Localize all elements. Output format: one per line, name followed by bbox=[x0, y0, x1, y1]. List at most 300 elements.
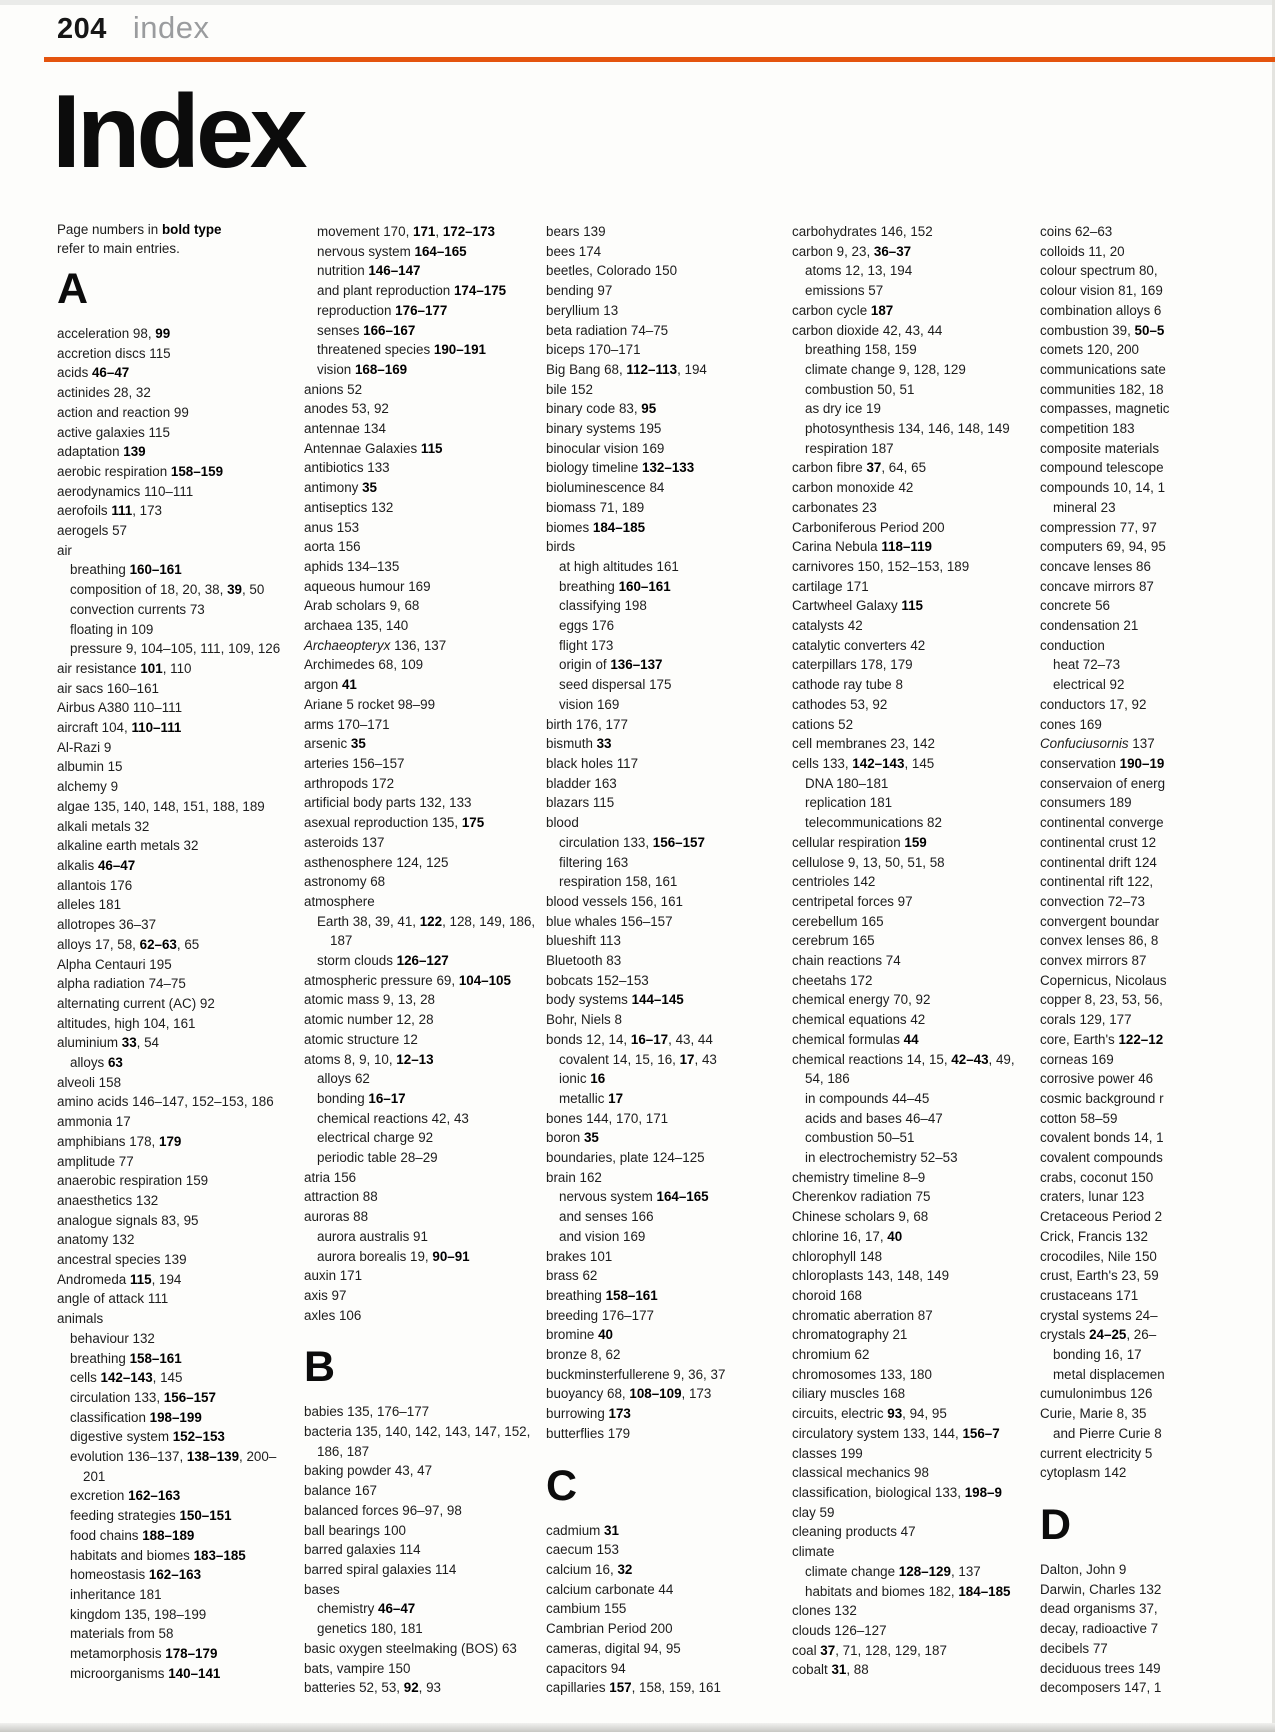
index-entry: crustaceans 171 bbox=[1040, 1287, 1139, 1303]
index-entry: seed dispersal 175 bbox=[559, 677, 672, 693]
index-entry: core, Earth's 122–12 bbox=[1040, 1031, 1164, 1047]
index-entry: black holes 117 bbox=[546, 755, 639, 771]
index-entry: corals 129, 177 bbox=[1040, 1012, 1132, 1028]
index-entry: habitats and biomes 182, 184–185 bbox=[805, 1583, 1011, 1599]
index-entry: circulation 133, 156–157 bbox=[70, 1389, 216, 1405]
index-entry: convergent boundar bbox=[1040, 913, 1160, 929]
index-entry: copper 8, 23, 53, 56, bbox=[1040, 992, 1163, 1008]
index-entry: aluminium 33, 54 bbox=[57, 1035, 159, 1051]
index-entry: buoyancy 68, 108–109, 173 bbox=[546, 1386, 712, 1402]
index-entry: compasses, magnetic bbox=[1040, 401, 1170, 417]
index-entry: at high altitudes 161 bbox=[559, 558, 679, 574]
index-entry: chromatic aberration 87 bbox=[792, 1307, 933, 1323]
index-entry: air sacs 160–161 bbox=[57, 680, 159, 696]
index-entry: cartilage 171 bbox=[792, 578, 869, 594]
index-entry: continental rift 122, bbox=[1040, 874, 1154, 890]
index-entry: covalent 14, 15, 16, 17, 43 bbox=[559, 1051, 717, 1067]
index-column-3 bbox=[546, 222, 782, 1698]
index-entry: breathing 160–161 bbox=[70, 562, 182, 578]
index-entry: classification 198–199 bbox=[70, 1409, 202, 1425]
index-entry: bases bbox=[304, 1581, 340, 1597]
index-entry: alpha radiation 74–75 bbox=[57, 976, 186, 992]
index-entry: cellular respiration 159 bbox=[792, 834, 927, 850]
index-entry: aerodynamics 110–111 bbox=[57, 483, 194, 499]
index-entry: convex lenses 86, 8 bbox=[1040, 933, 1159, 949]
index-entry: and Pierre Curie 8 bbox=[1053, 1425, 1162, 1441]
index-entry: antennae 134 bbox=[304, 421, 386, 437]
index-entry: brass 62 bbox=[546, 1268, 598, 1284]
index-entry: clay 59 bbox=[792, 1504, 835, 1520]
index-entry: heat 72–73 bbox=[1053, 657, 1121, 673]
index-entry: digestive system 152–153 bbox=[70, 1429, 225, 1445]
index-entry: alveoli 158 bbox=[57, 1074, 122, 1090]
index-entry: cumulonimbus 126 bbox=[1040, 1386, 1153, 1402]
index-entry: Carina Nebula 118–119 bbox=[792, 539, 932, 555]
index-entry: angle of attack 111 bbox=[57, 1291, 169, 1307]
index-entry: bile 152 bbox=[546, 381, 593, 397]
index-entry: chromosomes 133, 180 bbox=[792, 1366, 932, 1382]
index-entry: catalytic converters 42 bbox=[792, 637, 926, 653]
index-entry: chemical formulas 44 bbox=[792, 1031, 919, 1047]
index-entry: cadmium 31 bbox=[546, 1522, 619, 1538]
index-entry: breathing 158–161 bbox=[70, 1350, 182, 1366]
index-entry: climate bbox=[792, 1544, 835, 1560]
index-entry: antimony 35 bbox=[304, 480, 377, 496]
index-entry: binocular vision 169 bbox=[546, 440, 665, 456]
index-entry: current electricity 5 bbox=[1040, 1445, 1153, 1461]
index-entry: Cretaceous Period 2 bbox=[1040, 1209, 1163, 1225]
index-entry: colloids 11, 20 bbox=[1040, 243, 1125, 259]
index-entry: combination alloys 6 bbox=[1040, 302, 1162, 318]
index-entry: adaptation 139 bbox=[57, 444, 146, 460]
index-entry: barred galaxies 114 bbox=[304, 1542, 421, 1558]
index-entry: periodic table 28–29 bbox=[317, 1150, 438, 1166]
index-entry: telecommunications 82 bbox=[805, 815, 942, 831]
index-entry: concave mirrors 87 bbox=[1040, 578, 1154, 594]
index-entry: capacitors 94 bbox=[546, 1660, 626, 1676]
index-entry: caterpillars 178, 179 bbox=[792, 657, 913, 673]
index-entry: alloys 63 bbox=[70, 1055, 123, 1071]
index-entry: clones 132 bbox=[792, 1603, 857, 1619]
index-entry: carbohydrates 146, 152 bbox=[792, 224, 933, 239]
index-entry: replication 181 bbox=[805, 795, 893, 811]
index-entry: boundaries, plate 124–125 bbox=[546, 1150, 705, 1166]
index-entry: in compounds 44–45 bbox=[805, 1090, 930, 1106]
index-entry: classical mechanics 98 bbox=[792, 1465, 929, 1481]
index-entry: carnivores 150, 152–153, 189 bbox=[792, 558, 970, 574]
index-entry: classes 199 bbox=[792, 1445, 863, 1461]
index-entry: aorta 156 bbox=[304, 539, 361, 555]
index-entry: aircraft 104, 110–111 bbox=[57, 720, 182, 736]
index-entry: brain 162 bbox=[546, 1169, 602, 1185]
index-entry: chemical reactions 14, 15, 42–43, 49, 54, 186 bbox=[792, 1051, 1015, 1087]
index-entry: covalent compounds bbox=[1040, 1150, 1163, 1166]
index-entry: respiration 187 bbox=[805, 440, 894, 456]
index-entry: corrosive power 46 bbox=[1040, 1071, 1154, 1087]
index-entry: axis 97 bbox=[304, 1287, 347, 1303]
index-entry: cations 52 bbox=[792, 716, 854, 732]
index-entry: chlorophyll 148 bbox=[792, 1248, 883, 1264]
index-entry: arsenic 35 bbox=[304, 736, 366, 752]
index-entry: microorganisms 140–141 bbox=[70, 1665, 221, 1681]
index-column-2 bbox=[304, 222, 536, 1698]
index-entry: cells 133, 142–143, 145 bbox=[792, 755, 935, 771]
index-entry: circulatory system 133, 144, 156–7 bbox=[792, 1425, 1000, 1441]
index-entry: alleles 181 bbox=[57, 897, 122, 913]
index-entry: kingdom 135, 198–199 bbox=[70, 1606, 207, 1622]
index-entry: arms 170–171 bbox=[304, 716, 390, 732]
index-column-1 bbox=[57, 265, 287, 1684]
index-entry: compound telescope bbox=[1040, 460, 1164, 476]
index-entry: craters, lunar 123 bbox=[1040, 1189, 1145, 1205]
index-entry: nutrition 146–147 bbox=[317, 263, 421, 279]
index-entry: chlorine 16, 17, 40 bbox=[792, 1228, 903, 1244]
page-header bbox=[57, 10, 210, 46]
index-entry: filtering 163 bbox=[559, 854, 629, 870]
index-entry: Dalton, John 9 bbox=[1040, 1562, 1127, 1577]
index-entry: chemistry 46–47 bbox=[317, 1601, 416, 1617]
index-entry: centrioles 142 bbox=[792, 874, 876, 890]
index-entry: concrete 56 bbox=[1040, 598, 1110, 614]
index-entry: basic oxygen steelmaking (BOS) 63 bbox=[304, 1640, 517, 1656]
index-entry: climate change 128–129, 137 bbox=[805, 1563, 981, 1579]
index-entry: compression 77, 97 bbox=[1040, 519, 1157, 535]
index-entry: catalysts 42 bbox=[792, 618, 863, 634]
index-entry: bones 144, 170, 171 bbox=[546, 1110, 669, 1126]
index-entry: balanced forces 96–97, 98 bbox=[304, 1502, 462, 1518]
index-entry: breathing 160–161 bbox=[559, 578, 671, 594]
header-rule bbox=[44, 57, 1275, 62]
index-entry: aerofoils 111, 173 bbox=[57, 503, 163, 519]
index-entry: carbonates 23 bbox=[792, 499, 877, 515]
index-entry: Antennae Galaxies 115 bbox=[304, 440, 443, 456]
index-entry: feeding strategies 150–151 bbox=[70, 1508, 232, 1524]
index-entry: aphids 134–135 bbox=[304, 558, 400, 574]
index-entry: mineral 23 bbox=[1053, 499, 1116, 515]
index-entry: ciliary muscles 168 bbox=[792, 1386, 906, 1402]
index-entry: threatened species 190–191 bbox=[317, 342, 487, 358]
index-entry: bacteria 135, 140, 142, 143, 147, 152, 186, 187 bbox=[304, 1424, 531, 1459]
index-entry: biomes 184–185 bbox=[546, 519, 646, 535]
index-entry: accretion discs 115 bbox=[57, 345, 171, 361]
index-entry: genetics 180, 181 bbox=[317, 1621, 423, 1637]
index-entry: composition of 18, 20, 38, 39, 50 bbox=[70, 582, 265, 598]
index-entry: continental crust 12 bbox=[1040, 834, 1157, 850]
index-entry: amino acids 146–147, 152–153, 186 bbox=[57, 1094, 274, 1110]
index-entry: colour vision 81, 169 bbox=[1040, 283, 1163, 299]
index-entry: decibels 77 bbox=[1040, 1640, 1108, 1656]
index-entry: cambium 155 bbox=[546, 1601, 627, 1617]
index-entry: Earth 38, 39, 41, 122, 128, 149, 186, 187 bbox=[317, 913, 536, 949]
index-entry: Alpha Centauri 195 bbox=[57, 956, 172, 972]
index-entry: bobcats 152–153 bbox=[546, 972, 649, 988]
index-entry: communities 182, 18 bbox=[1040, 381, 1164, 397]
letter-heading-d: D bbox=[1040, 1501, 1071, 1549]
index-entry: asthenosphere 124, 125 bbox=[304, 854, 449, 870]
index-entry: and plant reproduction 174–175 bbox=[317, 283, 507, 299]
index-entry: anaerobic respiration 159 bbox=[57, 1173, 209, 1189]
index-entry: Ariane 5 rocket 98–99 bbox=[304, 696, 436, 712]
index-entry: bladder 163 bbox=[546, 775, 617, 791]
index-entry: anaesthetics 132 bbox=[57, 1192, 159, 1208]
index-entry: Big Bang 68, 112–113, 194 bbox=[546, 361, 707, 377]
index-entry: Cambrian Period 200 bbox=[546, 1621, 673, 1637]
index-entry: electrical 92 bbox=[1053, 677, 1125, 693]
index-entry: chemical energy 70, 92 bbox=[792, 992, 931, 1008]
index-entry: Archaeopteryx 136, 137 bbox=[304, 637, 447, 653]
index-entry: cellulose 9, 13, 50, 51, 58 bbox=[792, 854, 945, 870]
index-entry: bats, vampire 150 bbox=[304, 1660, 411, 1676]
letter-heading-b: B bbox=[304, 1343, 335, 1392]
index-entry: convection 72–73 bbox=[1040, 893, 1145, 909]
index-entry: clouds 126–127 bbox=[792, 1622, 887, 1638]
index-entry: aqueous humour 169 bbox=[304, 578, 431, 594]
index-entry: anions 52 bbox=[304, 381, 363, 397]
index-entry: alkaline earth metals 32 bbox=[57, 838, 199, 854]
index-entry: computers 69, 94, 95 bbox=[1040, 539, 1166, 555]
letter-heading-a: A bbox=[57, 265, 88, 313]
index-entry: breeding 176–177 bbox=[546, 1307, 654, 1323]
index-entry: behaviour 132 bbox=[70, 1330, 155, 1346]
index-entry: atomic mass 9, 13, 28 bbox=[304, 992, 435, 1008]
index-entry: atmospheric pressure 69, 104–105 bbox=[304, 972, 511, 988]
index-entry: metal displacemen bbox=[1053, 1366, 1165, 1382]
index-entry: chain reactions 74 bbox=[792, 953, 901, 969]
index-entry: continental drift 124 bbox=[1040, 854, 1157, 870]
index-entry: floating in 109 bbox=[70, 621, 154, 637]
index-entry: electrical charge 92 bbox=[317, 1130, 434, 1146]
index-entry: blue whales 156–157 bbox=[546, 913, 673, 929]
index-entry: chemical reactions 42, 43 bbox=[317, 1110, 469, 1126]
index-entry: atria 156 bbox=[304, 1169, 357, 1185]
index-entry: evolution 136–137, 138–139, 200–201 bbox=[70, 1449, 277, 1484]
index-entry: senses 166–167 bbox=[317, 322, 416, 338]
index-entry: arthropods 172 bbox=[304, 775, 395, 791]
index-entry: cleaning products 47 bbox=[792, 1524, 916, 1540]
index-entry: Arab scholars 9, 68 bbox=[304, 598, 420, 614]
index-entry: cobalt 31, 88 bbox=[792, 1662, 869, 1678]
index-entry: as dry ice 19 bbox=[805, 401, 881, 417]
index-entry: food chains 188–189 bbox=[70, 1527, 195, 1543]
index-entry: chemistry timeline 8–9 bbox=[792, 1169, 926, 1185]
index-entry: cotton 58–59 bbox=[1040, 1110, 1118, 1126]
index-entry: alloys 62 bbox=[317, 1071, 370, 1087]
index-entry: alkalis 46–47 bbox=[57, 857, 136, 873]
index-entry: consumers 189 bbox=[1040, 795, 1132, 811]
letter-heading-c: C bbox=[546, 1461, 577, 1510]
index-entry: chromium 62 bbox=[792, 1347, 870, 1363]
index-entry: alchemy 9 bbox=[57, 779, 119, 795]
index-entry: habitats and biomes 183–185 bbox=[70, 1547, 246, 1563]
index-entry: brakes 101 bbox=[546, 1248, 613, 1264]
index-entry: argon 41 bbox=[304, 677, 357, 693]
index-column-4 bbox=[792, 222, 1030, 1680]
scan-edge-bottom bbox=[0, 1723, 1275, 1732]
index-entry: crocodiles, Nile 150 bbox=[1040, 1248, 1157, 1264]
index-entry: carbon dioxide 42, 43, 44 bbox=[792, 322, 943, 338]
index-entry: pressure 9, 104–105, 111, 109, 126 bbox=[70, 641, 281, 657]
index-entry: deciduous trees 149 bbox=[1040, 1660, 1161, 1676]
index-entry: DNA 180–181 bbox=[805, 775, 889, 791]
index-entry: Cherenkov radiation 75 bbox=[792, 1189, 931, 1205]
index-entry: conductors 17, 92 bbox=[1040, 696, 1147, 712]
index-entry: breathing 158–161 bbox=[546, 1287, 658, 1303]
index-entry: amplitude 77 bbox=[57, 1153, 134, 1169]
index-entry: carbon cycle 187 bbox=[792, 302, 894, 318]
index-entry: combustion 50–51 bbox=[805, 1130, 915, 1146]
index-entry: calcium 16, 32 bbox=[546, 1562, 633, 1577]
index-entry: calcium carbonate 44 bbox=[546, 1581, 674, 1597]
index-entry: nervous system 164–165 bbox=[317, 243, 467, 259]
index-entry: competition 183 bbox=[1040, 421, 1135, 437]
index-entry: covalent bonds 14, 1 bbox=[1040, 1130, 1164, 1146]
index-entry: axles 106 bbox=[304, 1307, 362, 1323]
index-entry: batteries 52, 53, 92, 93 bbox=[304, 1680, 441, 1696]
index-entry: anus 153 bbox=[304, 519, 360, 535]
index-entry: excretion 162–163 bbox=[70, 1488, 181, 1504]
index-entry: crabs, coconut 150 bbox=[1040, 1169, 1154, 1185]
index-entry: bonds 12, 14, 16–17, 43, 44 bbox=[546, 1031, 713, 1047]
index-entry: antibiotics 133 bbox=[304, 460, 390, 476]
index-entry: analogue signals 83, 95 bbox=[57, 1212, 199, 1228]
index-entry: bending 97 bbox=[546, 283, 613, 299]
index-entry: cheetahs 172 bbox=[792, 972, 873, 988]
index-entry: Archimedes 68, 109 bbox=[304, 657, 424, 673]
index-entry: albumin 15 bbox=[57, 759, 123, 775]
index-entry: homeostasis 162–163 bbox=[70, 1567, 202, 1583]
index-entry: baking powder 43, 47 bbox=[304, 1463, 433, 1479]
index-entry: coins 62–63 bbox=[1040, 224, 1113, 239]
index-entry: anodes 53, 92 bbox=[304, 401, 389, 417]
index-entry: allantois 176 bbox=[57, 877, 133, 893]
index-entry: beetles, Colorado 150 bbox=[546, 263, 678, 279]
index-entry: atomic structure 12 bbox=[304, 1031, 418, 1047]
index-entry: flight 173 bbox=[559, 637, 614, 653]
index-entry: chromatography 21 bbox=[792, 1327, 908, 1343]
index-entry: combustion 39, 50–5 bbox=[1040, 322, 1165, 338]
index-entry: crust, Earth's 23, 59 bbox=[1040, 1268, 1159, 1284]
index-entry: cathodes 53, 92 bbox=[792, 696, 888, 712]
scan-edge-top bbox=[0, 0, 1275, 5]
index-entry: conduction bbox=[1040, 637, 1105, 653]
index-entry: vision 169 bbox=[559, 696, 620, 712]
index-entry: origin of 136–137 bbox=[559, 657, 663, 673]
index-entry: emissions 57 bbox=[805, 283, 884, 299]
page-title: Index bbox=[52, 74, 304, 190]
index-entry: climate change 9, 128, 129 bbox=[805, 361, 966, 377]
index-entry: cerebrum 165 bbox=[792, 933, 875, 949]
index-entry: amphibians 178, 179 bbox=[57, 1133, 182, 1149]
index-entry: bonding 16, 17 bbox=[1053, 1347, 1142, 1363]
index-entry: burrowing 173 bbox=[546, 1406, 631, 1422]
index-entry: communications sate bbox=[1040, 361, 1166, 377]
index-entry: blood bbox=[546, 815, 579, 831]
index-entry: binary systems 195 bbox=[546, 421, 662, 437]
index-entry: ball bearings 100 bbox=[304, 1522, 406, 1538]
running-title: index bbox=[132, 10, 210, 45]
index-entry: decay, radioactive 7 bbox=[1040, 1621, 1159, 1637]
index-entry: atmosphere bbox=[304, 893, 375, 909]
index-entry: convex mirrors 87 bbox=[1040, 953, 1147, 969]
index-entry: archaea 135, 140 bbox=[304, 618, 409, 634]
index-entry: concave lenses 86 bbox=[1040, 558, 1151, 574]
index-entry: photosynthesis 134, 146, 148, 149 bbox=[805, 421, 1010, 437]
index-entry: chloroplasts 143, 148, 149 bbox=[792, 1268, 950, 1284]
index-entry: biology timeline 132–133 bbox=[546, 460, 695, 476]
index-entry: carbon fibre 37, 64, 65 bbox=[792, 460, 927, 476]
index-entry: dead organisms 37, bbox=[1040, 1601, 1158, 1617]
index-entry: beryllium 13 bbox=[546, 302, 619, 318]
index-entry: atomic number 12, 28 bbox=[304, 1012, 434, 1028]
index-entry: Airbus A380 110–111 bbox=[57, 700, 183, 716]
index-entry: acceleration 98, 99 bbox=[57, 326, 171, 341]
index-entry: air bbox=[57, 542, 72, 558]
index-entry: atoms 8, 9, 10, 12–13 bbox=[304, 1051, 434, 1067]
index-entry: astronomy 68 bbox=[304, 874, 386, 890]
index-entry: antiseptics 132 bbox=[304, 499, 394, 515]
index-entry: coal 37, 71, 128, 129, 187 bbox=[792, 1642, 947, 1658]
index-entry: anatomy 132 bbox=[57, 1232, 135, 1248]
index-entry: compounds 10, 14, 1 bbox=[1040, 480, 1166, 496]
index-entry: birds bbox=[546, 539, 576, 555]
index-entry: and vision 169 bbox=[559, 1228, 646, 1244]
index-entry: aurora borealis 19, 90–91 bbox=[317, 1248, 470, 1264]
index-entry: babies 135, 176–177 bbox=[304, 1404, 430, 1420]
index-entry: cameras, digital 94, 95 bbox=[546, 1640, 681, 1656]
index-entry: boron 35 bbox=[546, 1130, 599, 1146]
index-entry: combustion 50, 51 bbox=[805, 381, 915, 397]
index-entry: alkali metals 32 bbox=[57, 818, 150, 834]
index-entry: binary code 83, 95 bbox=[546, 401, 657, 417]
index-entry: Al-Razi 9 bbox=[57, 739, 112, 755]
index-entry: bioluminescence 84 bbox=[546, 480, 665, 496]
index-entry: cathode ray tube 8 bbox=[792, 677, 903, 693]
index-entry: choroid 168 bbox=[792, 1287, 862, 1303]
index-entry: vision 168–169 bbox=[317, 361, 408, 377]
index-entry: circulation 133, 156–157 bbox=[559, 834, 705, 850]
index-entry: chemical equations 42 bbox=[792, 1012, 926, 1028]
index-entry: cytoplasm 142 bbox=[1040, 1465, 1127, 1481]
index-entry: Confuciusornis 137 bbox=[1040, 736, 1155, 752]
index-entry: animals bbox=[57, 1311, 104, 1327]
index-entry: arteries 156–157 bbox=[304, 755, 405, 771]
index-entry: alloys 17, 58, 62–63, 65 bbox=[57, 936, 200, 952]
index-entry: metamorphosis 178–179 bbox=[70, 1646, 218, 1662]
index-entry: crystals 24–25, 26– bbox=[1040, 1327, 1157, 1343]
index-entry: circuits, electric 93, 94, 95 bbox=[792, 1406, 947, 1422]
index-entry: and senses 166 bbox=[559, 1209, 654, 1225]
index-entry: body systems 144–145 bbox=[546, 992, 684, 1008]
index-entry: action and reaction 99 bbox=[57, 404, 189, 420]
index-entry: Chinese scholars 9, 68 bbox=[792, 1209, 929, 1225]
index-entry: bees 174 bbox=[546, 243, 602, 259]
index-entry: classifying 198 bbox=[559, 598, 647, 614]
index-entry: metallic 17 bbox=[559, 1090, 624, 1106]
index-entry: bears 139 bbox=[546, 224, 606, 239]
page-number: 204 bbox=[57, 13, 107, 45]
index-entry: balance 167 bbox=[304, 1483, 377, 1499]
index-entry: ancestral species 139 bbox=[57, 1252, 187, 1268]
index-entry: attraction 88 bbox=[304, 1189, 378, 1205]
index-entry: storm clouds 126–127 bbox=[317, 953, 449, 969]
index-entry: aurora australis 91 bbox=[317, 1228, 428, 1244]
index-entry: barred spiral galaxies 114 bbox=[304, 1562, 457, 1577]
index-entry: butterflies 179 bbox=[546, 1425, 631, 1441]
index-entry: Copernicus, Nicolaus bbox=[1040, 972, 1167, 988]
index-entry: nervous system 164–165 bbox=[559, 1189, 709, 1205]
index-entry: Cartwheel Galaxy 115 bbox=[792, 598, 924, 614]
index-entry: materials from 58 bbox=[70, 1626, 174, 1642]
